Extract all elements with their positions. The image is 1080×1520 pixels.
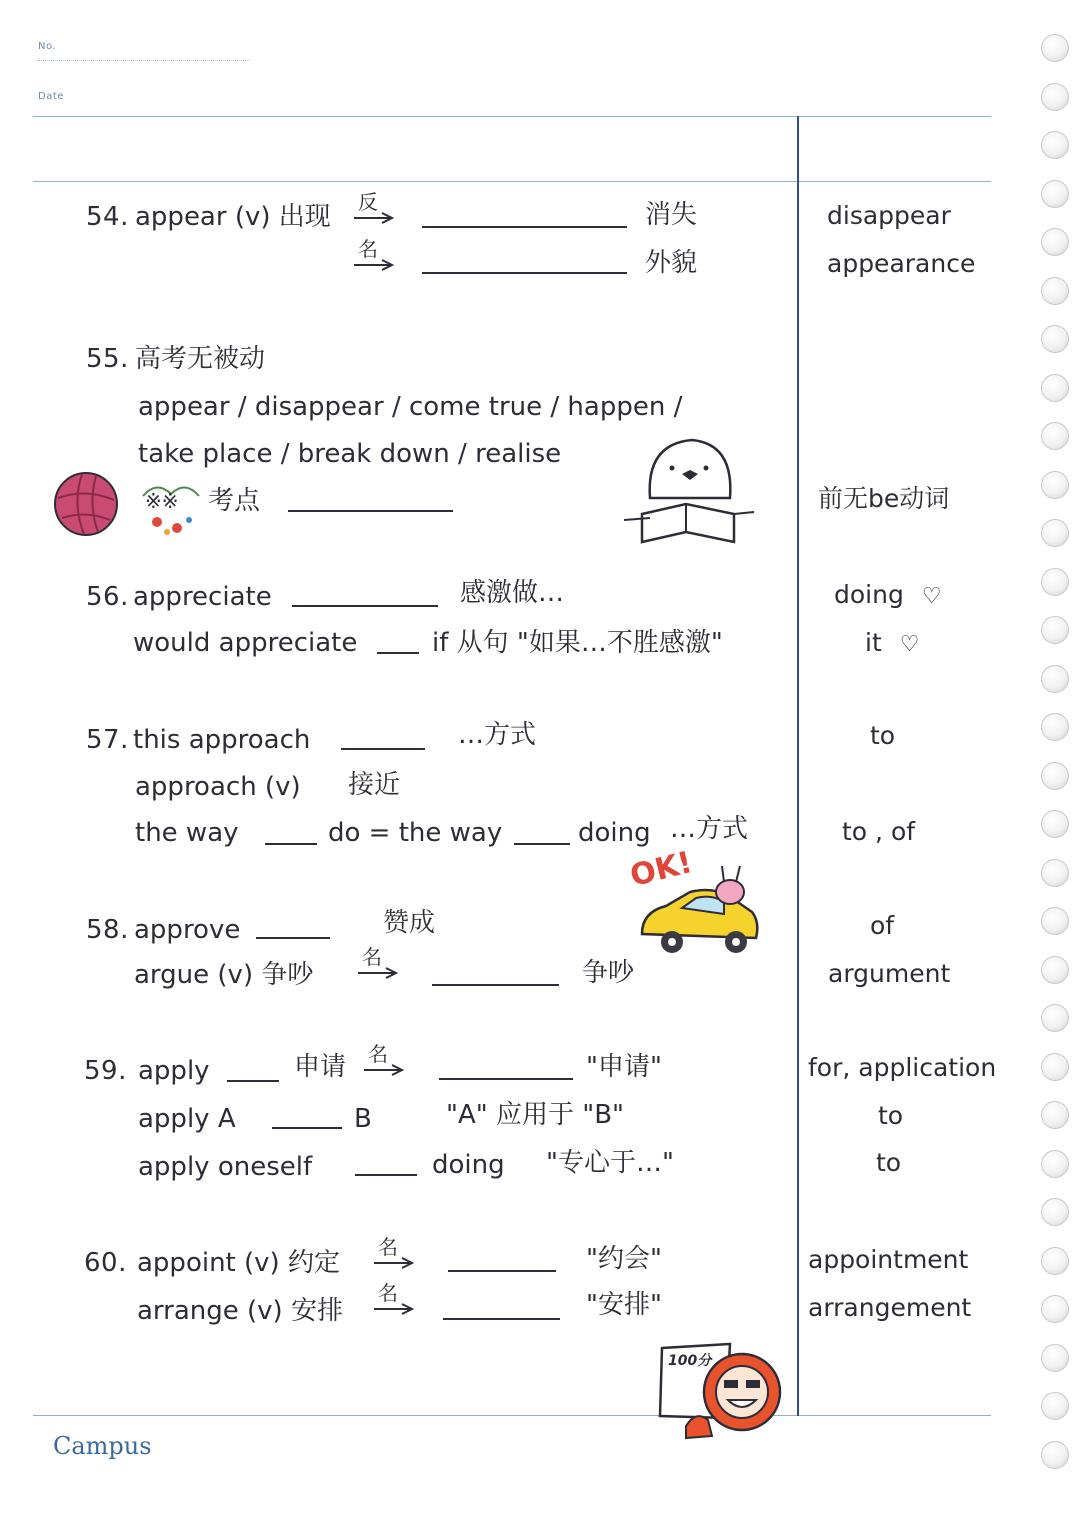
q59-number: 59. — [84, 1056, 127, 1086]
q60-meaning-1: "约会" — [586, 1244, 662, 1274]
q58-text: approve — [134, 915, 241, 945]
arrow-icon — [352, 258, 396, 272]
q59-blank-4 — [355, 1174, 417, 1176]
binding-hole — [1041, 665, 1069, 693]
binding-hole — [1041, 1247, 1069, 1275]
q59-blank-2 — [439, 1078, 573, 1080]
svg-text:※※: ※※ — [145, 489, 179, 513]
binding-hole — [1041, 1295, 1069, 1323]
q59-noun-arrow — [362, 1043, 406, 1087]
q59-answer-3: to — [876, 1148, 902, 1177]
q60-answer-1: appointment — [808, 1245, 969, 1274]
q59-answer-1: for, application — [808, 1053, 997, 1082]
q58-line-2: argue (v) 争吵 — [134, 960, 314, 990]
arrow-icon — [362, 1063, 406, 1077]
q60-meaning-2: "安排" — [586, 1290, 662, 1320]
q58-blank-2 — [432, 984, 559, 986]
q59-line-3b: doing — [432, 1150, 505, 1180]
q56-blank-1 — [292, 605, 438, 607]
date-label: Date — [38, 91, 64, 102]
q54-antonym-arrow — [352, 191, 396, 235]
q54-text: appear (v) 出现 — [135, 202, 331, 232]
q59-answer-2: to — [878, 1101, 904, 1130]
q60-number: 60. — [84, 1248, 127, 1278]
binding-hole — [1041, 907, 1069, 935]
q60-arrow2-label: 名 — [378, 1281, 398, 1305]
q58-blank-1 — [256, 937, 330, 939]
q55-title: 高考无被动 — [135, 344, 266, 374]
ball-icon — [52, 470, 120, 538]
binding-hole — [1041, 762, 1069, 790]
binding-hole — [1041, 713, 1069, 741]
binding-hole — [1041, 956, 1069, 984]
binding-hole — [1041, 1101, 1069, 1129]
q57-number: 57. — [86, 725, 129, 755]
binding-hole — [1041, 1053, 1069, 1081]
no-dotted-line — [38, 60, 250, 61]
no-label: No. — [38, 41, 57, 52]
q59-meaning-1b: "申请" — [586, 1052, 662, 1082]
q58-number: 58. — [86, 915, 129, 945]
q59-arrow-label: 名 — [368, 1042, 388, 1066]
binding-hole — [1041, 34, 1069, 62]
binding-hole — [1041, 568, 1069, 596]
q57-line-3b: do = the way — [328, 818, 503, 848]
q60-noun-arrow-2 — [372, 1282, 416, 1326]
q55-number: 55. — [86, 344, 129, 374]
q60-line-2: arrange (v) 安排 — [137, 1296, 343, 1326]
q56-answer-2 — [865, 628, 919, 660]
q58-answer-2: argument — [828, 959, 951, 988]
binding-hole — [1041, 859, 1069, 887]
q55-blank — [288, 510, 453, 512]
q60-noun-arrow-1 — [372, 1236, 416, 1280]
q60-blank-2 — [443, 1318, 560, 1320]
score-sticker-text: 100分 — [668, 1353, 712, 1369]
q54-answer-2: appearance — [827, 249, 976, 278]
arrow-icon — [372, 1256, 416, 1270]
q54-noun-arrow — [352, 238, 396, 282]
arrow-icon — [352, 211, 396, 225]
q57-answer-2: to , of — [842, 817, 916, 846]
q57-line-2-meaning: 接近 — [348, 770, 401, 800]
q57-blank-1 — [341, 748, 425, 750]
q58-meaning-1: 赞成 — [383, 908, 436, 938]
q57-blank-2 — [265, 843, 317, 845]
brand-logo: Campus — [53, 1432, 152, 1460]
q54-arrow2-label: 名 — [358, 237, 378, 261]
q57-line-3a: the way — [135, 818, 239, 848]
q59-meaning-1: 申请 — [294, 1052, 347, 1082]
q54-number: 54. — [86, 202, 129, 232]
q55-exam-point: 考点 — [208, 486, 261, 516]
binding-hole — [1041, 1344, 1069, 1372]
q54-meaning-2: 外貌 — [645, 248, 698, 278]
ok-sticker-text: OK! — [626, 844, 696, 895]
top-rule — [33, 181, 991, 182]
q57-meaning-1: …方式 — [458, 720, 537, 750]
q57-blank-3 — [514, 843, 570, 845]
header-rule — [33, 116, 991, 117]
q57-line-3d: …方式 — [670, 814, 749, 844]
q54-arrow1-label: 反 — [358, 190, 378, 214]
binding-hole — [1041, 1441, 1069, 1469]
binding-hole — [1041, 616, 1069, 644]
binding-hole — [1041, 277, 1069, 305]
binding-hole — [1041, 1198, 1069, 1226]
q58-answer-1: of — [870, 911, 895, 940]
arrow-icon — [372, 1302, 416, 1316]
q56-text: appreciate — [133, 582, 272, 612]
q59-line-2a: apply A — [138, 1104, 236, 1134]
reading-chick-sticker-icon — [622, 434, 756, 552]
q54-blank-1 — [422, 226, 627, 228]
q56-meaning-1: 感激做… — [460, 578, 565, 608]
q57-text: this approach — [133, 725, 311, 755]
arrow-icon — [356, 966, 400, 980]
q59-blank-1 — [227, 1080, 279, 1082]
q60-answer-2: arrangement — [808, 1293, 972, 1322]
score-sticker — [656, 1340, 784, 1444]
flower-decoration-icon — [137, 474, 207, 538]
q58-line-2-meaning: 争吵 — [582, 958, 635, 988]
binding-hole — [1041, 83, 1069, 111]
binding-hole — [1041, 1004, 1069, 1032]
q59-line-3-meaning: "专心于…" — [546, 1148, 674, 1178]
binding-hole — [1041, 1392, 1069, 1420]
ok-car-sticker — [626, 844, 764, 964]
binding-hole — [1041, 422, 1069, 450]
q59-text: apply — [138, 1056, 210, 1086]
q60-blank-1 — [448, 1270, 556, 1272]
q54-blank-2 — [422, 272, 627, 274]
binding-hole — [1041, 519, 1069, 547]
q59-line-2b: B — [354, 1104, 372, 1134]
q56-answer-1-text: doing — [834, 580, 904, 609]
q56-answer-1 — [834, 580, 942, 612]
q58-noun-arrow — [356, 946, 400, 990]
binding-hole — [1041, 471, 1069, 499]
q56-answer-2-text: it — [865, 628, 882, 657]
q56-number: 56. — [86, 582, 129, 612]
q56-line-2b: if 从句 "如果…不胜感激" — [432, 628, 723, 658]
q56-blank-2 — [377, 652, 419, 654]
q56-line-2a: would appreciate — [133, 628, 358, 658]
q55-line-2: take place / break down / realise — [138, 439, 562, 469]
q59-blank-3 — [272, 1127, 342, 1129]
binding-hole — [1041, 131, 1069, 159]
binding-hole — [1041, 1150, 1069, 1178]
q57-answer-1: to — [870, 721, 896, 750]
q57-line-2: approach (v) — [135, 772, 301, 802]
q55-line-1: appear / disappear / come true / happen / — [138, 392, 683, 422]
q55-answer: 前无be动词 — [818, 484, 950, 513]
q60-arrow1-label: 名 — [378, 1235, 398, 1259]
q57-line-3c: doing — [578, 818, 651, 848]
heart-icon: ♡ — [921, 584, 942, 609]
q54-answer-1: disappear — [827, 201, 951, 230]
q59-line-3a: apply oneself — [138, 1152, 313, 1182]
q58-arrow-label: 名 — [362, 945, 382, 969]
q60-text: appoint (v) 约定 — [137, 1248, 340, 1278]
binding-hole — [1041, 180, 1069, 208]
heart-icon: ♡ — [899, 632, 920, 657]
binding-hole — [1041, 810, 1069, 838]
binding-hole — [1041, 325, 1069, 353]
q59-line-2-meaning: "A" 应用于 "B" — [446, 1100, 624, 1130]
binding-hole — [1041, 228, 1069, 256]
answer-margin-line — [797, 116, 799, 1416]
q54-meaning-1: 消失 — [645, 200, 698, 230]
bottom-rule — [33, 1415, 991, 1416]
binding-hole — [1041, 374, 1069, 402]
